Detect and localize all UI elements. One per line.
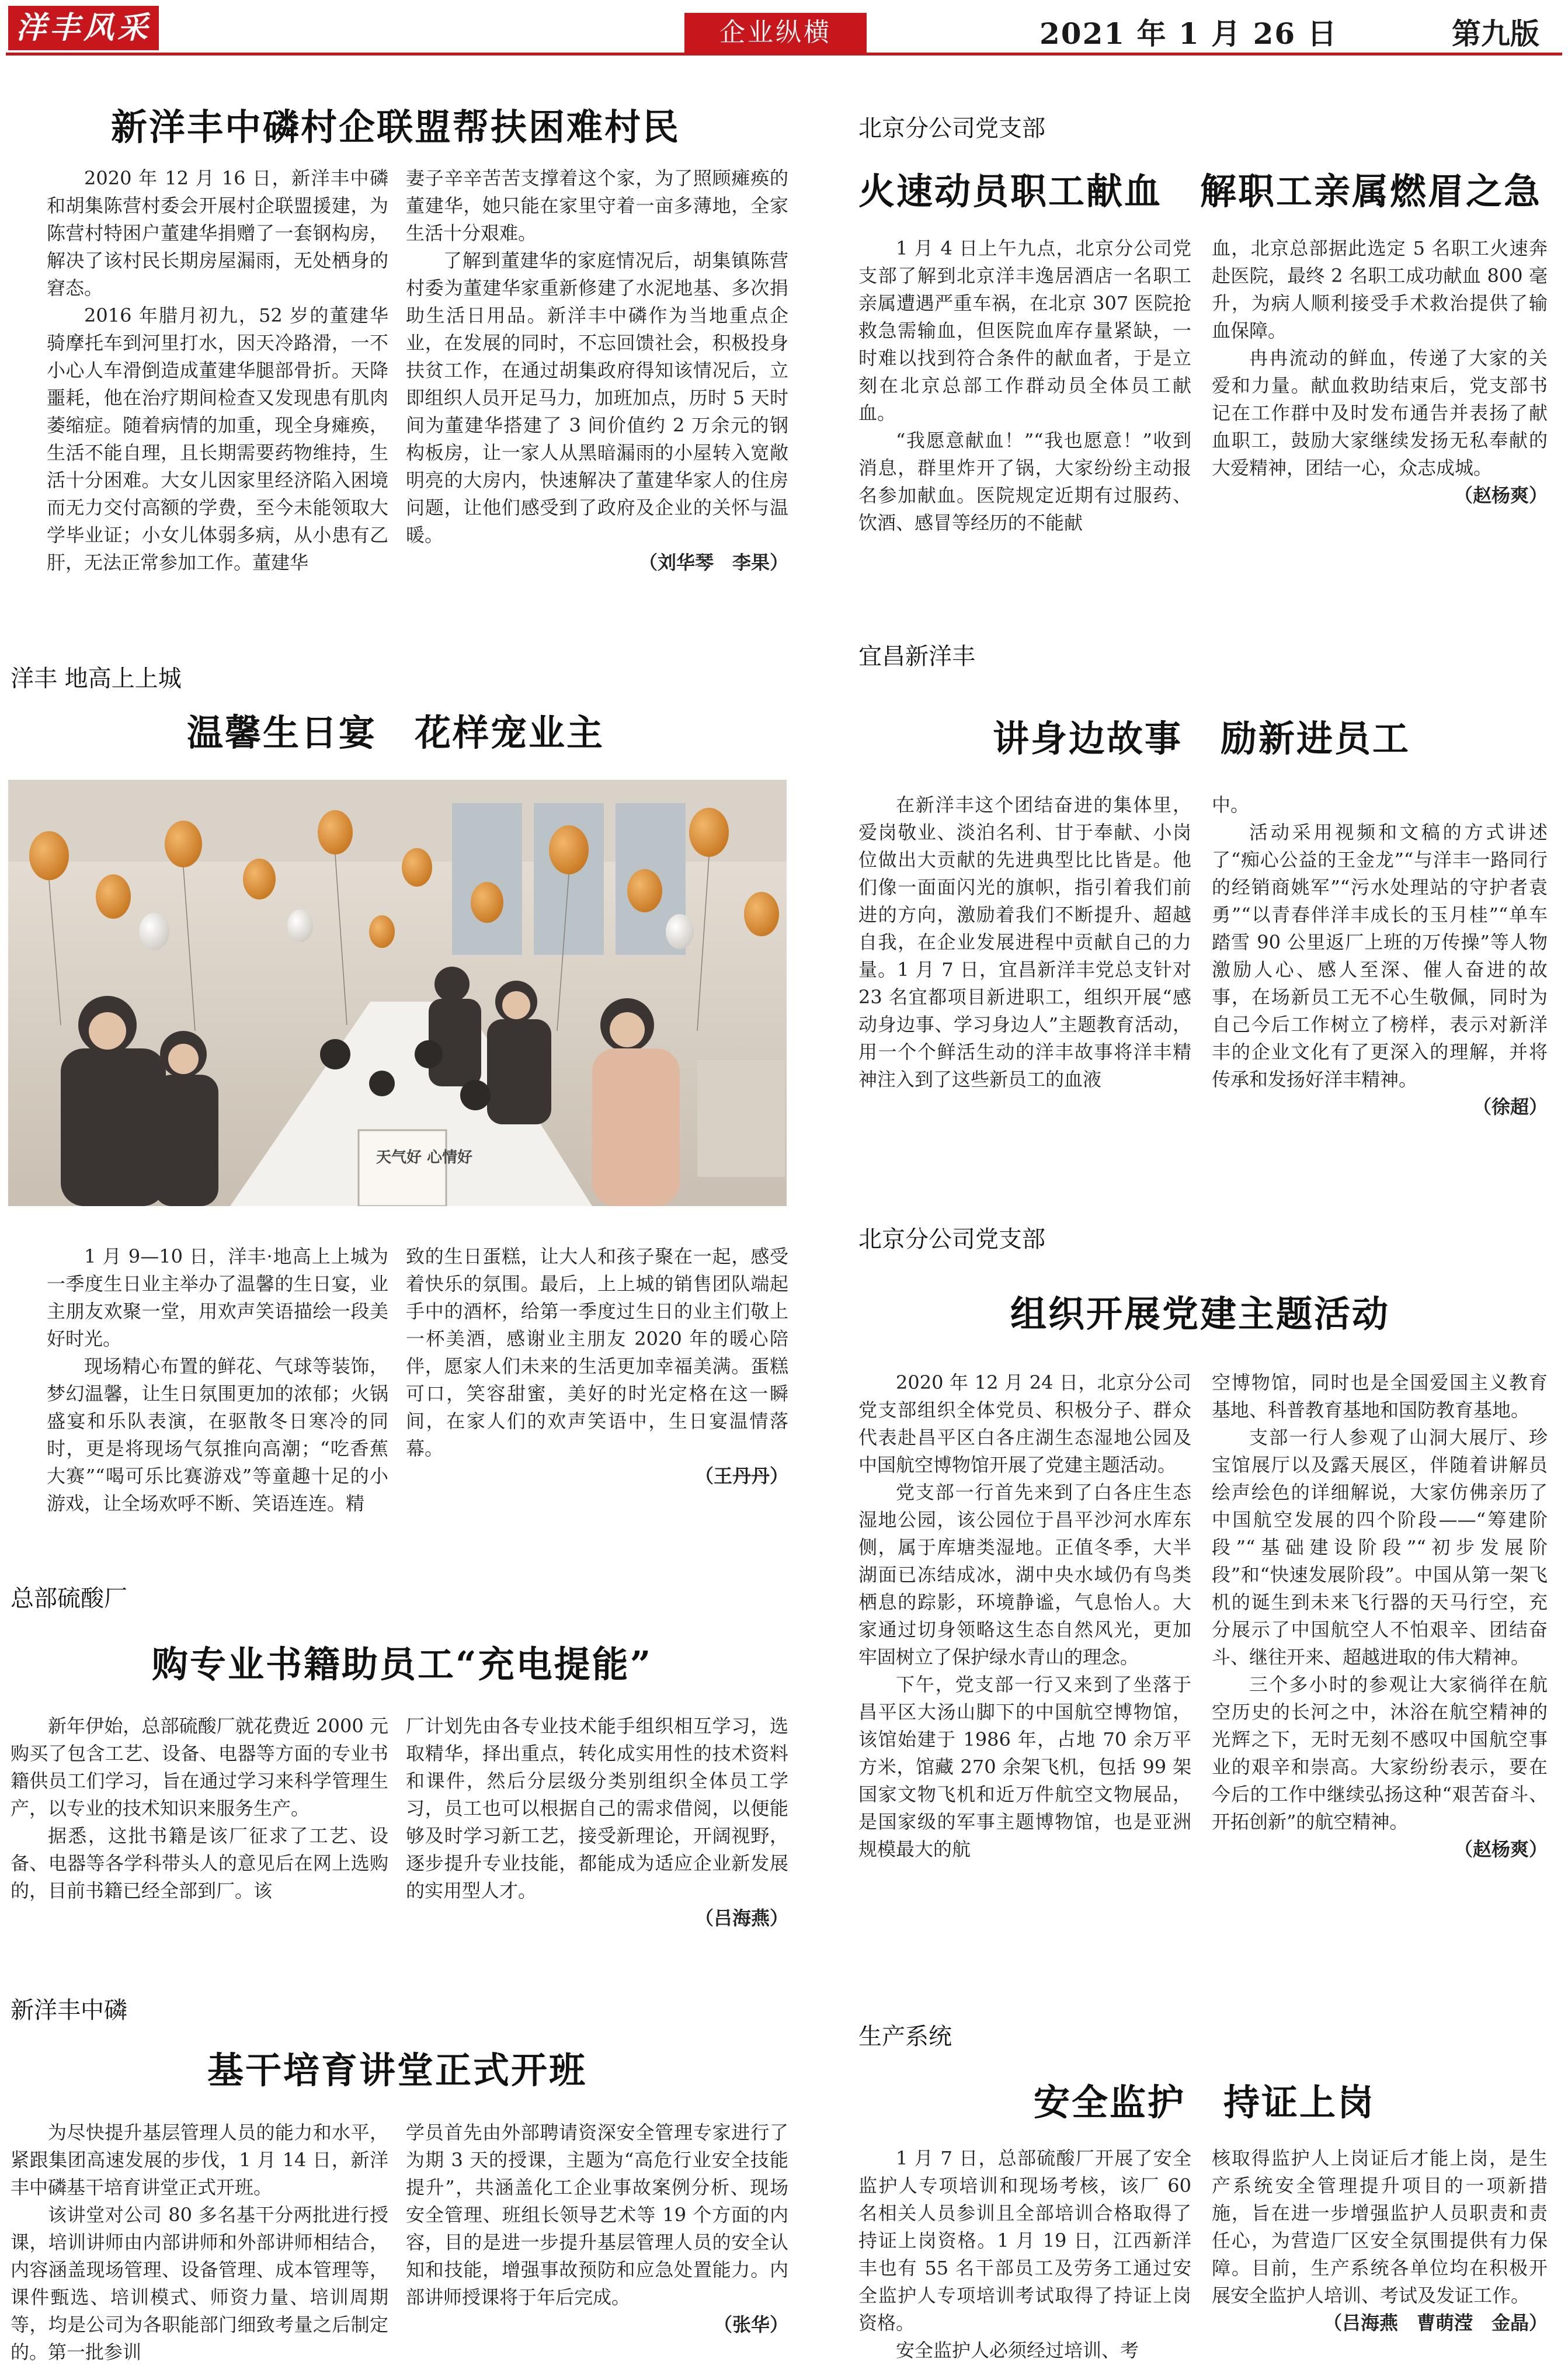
article-4-col-2 [1212,791,1548,1130]
article-2-col-1 [858,235,1191,550]
article-5-byline: （赵杨爽） [1454,1838,1548,1860]
paragraph: 为尽快提升基层管理人员的能力和水平，紧跟集团高速发展的步伐，1 月 14 日，新洋丰中磷基干培育讲堂正式开班。 [11,2121,388,2198]
article-3-col-1 [47,1243,388,1523]
table-sign-text: 天气好 心情好 [376,1149,473,1166]
article-7-col-1 [11,2119,388,2364]
paragraph: 下午，党支部一行又来到了坐落于昌平区大汤山脚下的中国航空博物馆，该馆始建于 1986 年，占地 70 余万平方米，馆藏 270 余架飞机，包括 99 架国家文物飞机和近万件航空文物展品，是国家级的军事主题博物馆，也是亚洲规模最大的航 [858,1673,1191,1860]
article-8-col-2 [1212,2145,1548,2367]
article-8-byline: （吕海燕 曹萌滢 金晶） [1323,2312,1548,2334]
paragraph: 现场精心布置的鲜花、气球等装饰，梦幻温馨，让生日氛围更加的浓郁；火锅盛宴和乐队表演，在驱散冬日寒冷的同时，更是将现场气氛推向高潮；“吃香蕉大赛”“喝可乐比赛游戏”等童趣十足的小游戏，让全场欢呼不断、笑语连连。精 [47,1355,388,1515]
paragraph: 安全监护人必须经过培训、考 [896,2339,1139,2361]
article-3-kicker: 洋丰 地高上上城 [11,665,182,692]
page-number: 第九版 [1452,16,1539,51]
paragraph: 血，北京总部据此选定 5 名职工火速奔赴医院，最终 2 名职工成功献血 800 毫升，为病人顺利接受手术救治提供了输血保障。 [1212,237,1548,342]
article-8-col-1 [858,2145,1191,2364]
paragraph: 学员首先由外部聘请资深安全管理专家进行了为期 3 天的授课，主题为“高危行业安全技能提升”，共涵盖化工企业事故案例分析、现场安全管理、班组长领导艺术等 19 个方面的内容，目的是进一步提升基层管理人员的安全认知和技能，增强事故预防和应急处置能力。内部讲师授课将于年后完成。 [406,2121,788,2308]
masthead-rule [6,53,1562,55]
article-1-col-2 [406,165,788,585]
article-4-headline: 讲身边故事 励新进员工 [993,717,1411,760]
issue-date: 2021 年 1 月 26 日 [1039,16,1338,51]
paragraph: 在新洋丰这个团结奋进的集体里，爱岗敬业、淡泊名利、甘于奉献、小岗位做出大贡献的先进典型比比皆是。他们像一面面闪光的旗帜，指引着我们前进的方向，激励着我们不断提升、超越自我，在企业发展进程中贡献自己的力量。1 月 7 日，宜昌新洋丰党总支针对 23 名宜都项目新进职工，组织开展“感动身边事、学习身边人”主题教育活动，用一个个鲜活生动的洋丰故事将洋丰精神注入到了这些新员工的血液 [858,794,1191,1090]
paragraph: 该讲堂对公司 80 多名基干分两批进行授课，培训讲师由内部讲师和外部讲师相结合，内容涵盖现场管理、设备管理、成本管理等，课件甄选、培训模式、师资力量、培训周期等，均是公司为各职能部门细致考量之后制定的。第一批参训 [11,2204,388,2363]
paragraph: 1 月 9—10 日，洋丰·地高上上城为一季度生日业主举办了温馨的生日宴，业主朋友欢聚一堂，用欢声笑语描绘一段美好时光。 [47,1245,388,1350]
article-2-headline: 火速动员职工献血 解职工亲属燃眉之急 [858,170,1542,213]
article-5-col-1 [858,1369,1191,1918]
article-6-col-1 [11,1713,388,1946]
paragraph: 三个多小时的参观让大家徜徉在航空历史的长河之中，沐浴在航空精神的光辉之下，无时无刻不感叹中国航空事业的艰辛和崇高。大家纷纷表示，要在今后的工作中继续弘扬这种“艰苦奋斗、开拓创新”的航空精神。 [1212,1673,1548,1833]
article-6-headline: 购专业书籍助员工“充电提能” [152,1643,653,1686]
article-5-kicker: 北京分公司党支部 [858,1226,1045,1253]
paragraph: 中。 [1212,794,1250,816]
article-1-headline: 新洋丰中磷村企联盟帮扶困难村民 [111,106,681,148]
paragraph: 活动采用视频和文稿的方式讲述了“痴心公益的王金龙”“与洋丰一路同行的经销商姚军”“污水处理站的守护者袁勇”“以青春伴洋丰成长的玉月桂”“单车踏雪 90 公里返厂上班的万传操”等人物激励人心、感人至深、催人奋进的故事，在场新员工无不心生敬佩，同时为自己今后工作树立了榜样，表示对新洋丰的企业文化有了更深入的理解，并将传承和发扬好洋丰精神。 [1212,821,1548,1090]
article-1-col-1 [47,165,388,574]
article-7-headline: 基干培育讲堂正式开班 [207,2049,587,2092]
article-6-col-2 [406,1713,788,1946]
paragraph: 据悉，这批书籍是该厂征求了工艺、设备、电器等各学科带头人的意见后在网上选购的，目前书籍已经全部到厂。该 [11,1825,388,1902]
paragraph: 1 月 4 日上午九点，北京分公司党支部了解到北京洋丰逸居酒店一名职工亲属遭遇严重车祸，在北京 307 医院抢救急需输血，但医院血库存量紧缺，一时难以找到符合条件的献血者，于是立刻在北京总部工作群动员全体员工献血。 [858,237,1191,424]
paragraph: 核取得监护人上岗证后才能上岗，是生产系统安全管理提升项目的一项新措施，旨在进一步增强监护人员职责和责任心，为营造厂区安全氛围提供有力保障。目前，生产系统各单位均在积极开展安全监护人培训、考试及发证工作。 [1212,2147,1548,2307]
paragraph: 党支部一行首先来到了白各庄生态湿地公园，该公园位于昌平沙河水库东侧，属于库塘类湿地。正值冬季，大半湖面已冻结成冰，湖中央水域仍有鸟类栖息的踪影，环境静谧，气息怡人。大家通过切身领略这生态自然风光，更加牢固树立了保护绿水青山的理念。 [858,1481,1191,1668]
paragraph: 新年伊始，总部硫酸厂就花费近 2000 元购买了包含工艺、设备、电器等方面的专业书籍供员工们学习，旨在通过学习来科学管理生产，以专业的技术知识来服务生产。 [11,1715,388,1819]
article-7-col-2 [406,2119,788,2353]
article-3-headline: 温馨生日宴 花样宠业主 [187,711,605,754]
paragraph: 支部一行人参观了山洞大展厅、珍宝馆展厅以及露天展区，伴随着讲解员绘声绘色的详细解说，大家仿佛亲历了中国航空发展的四个阶段——“筹建阶段”“基础建设阶段”“初步发展阶段”和“快速发展阶段”。中国从第一架飞机的诞生到未来飞行器的天马行空，充分展示了中国航空人不怕艰辛、团结奋斗、继往开来、超越进取的伟大精神。 [1212,1426,1548,1668]
paragraph: 致的生日蛋糕，让大人和孩子聚在一起，感受着快乐的氛围。最后，上上城的销售团队端起手中的酒杯，给第一季度过生日的业主们敬上一杯美酒，感谢业主朋友 2020 年的暖心陪伴，愿家人们未来的生活更加幸福美满。蛋糕可口，笑容甜蜜，美好的时光定格在这一瞬间，在家人们的欢声笑语中，生日宴温情落幕。 [406,1245,788,1460]
article-4-kicker: 宜昌新洋丰 [858,643,975,670]
article-6-kicker: 总部硫酸厂 [11,1585,127,1612]
paragraph: 冉冉流动的鲜血，传递了大家的关爱和力量。献血救助结束后，党支部书记在工作群中及时发布通告并表扬了献血职工，鼓励大家继续发扬无私奉献的大爱精神，团结一心，众志成城。 [1212,347,1548,479]
paragraph: 空博物馆，同时也是全国爱国主义教育基地、科普教育基地和国防教育基地。 [1212,1371,1548,1421]
article-2-kicker: 北京分公司党支部 [858,115,1045,142]
paragraph: “我愿意献血！”“我也愿意！”收到消息，群里炸开了锅，大家纷纷主动报名参加献血。医院规定近期有过服药、饮酒、感冒等经历的不能献 [858,429,1191,534]
paragraph: 厂计划先由各专业技术能手组织相互学习，选取精华，择出重点，转化成实用性的技术资料和课件，然后分层级分类别组织全体员工学习，员工也可以根据自己的需求借阅，以便能够及时学习新工艺，接受新理论，开阔视野，逐步提升专业技能，都能成为适应企业新发展的实用型人才。 [406,1715,788,1902]
article-7-kicker: 新洋丰中磷 [11,1997,127,2024]
paragraph: 妻子辛辛苦苦支撑着这个家，为了照顾瘫痪的董建华，她只能在家里守着一亩多薄地，全家生活十分艰难。 [406,167,788,244]
article-4-byline: （徐超） [1472,1096,1548,1118]
paragraph: 了解到董建华的家庭情况后，胡集镇陈营村委为董建华家重新修建了水泥地基、多次捐助生活日用品。新洋丰中磷作为当地重点企业，在发展的同时，不忘回馈社会，积极投身扶贫工作，在通过胡集政府得知该情况后，立即组织人员开足马力，加班加点，历时 5 天时间为董建华搭建了 3 间价值约 2 万余元的钢构板房，让一家人从黑暗漏雨的小屋转入宽敞明亮的大房内，快速解决了董建华家人的住房问题，让他们感受到了政府及企业的关怀与温暖。 [406,249,788,546]
article-8-kicker: 生产系统 [858,2023,952,2050]
article-1-byline: （刘华琴 李果） [638,551,788,574]
article-2-col-2 [1212,235,1548,539]
article-8-headline: 安全监护 持证上岗 [1034,2081,1376,2124]
paragraph: 2020 年 12 月 16 日，新洋丰中磷和胡集陈营村委会开展村企联盟援建，为陈营村特困户董建华捐赠了一套钢构房，解决了该村民长期房屋漏雨，无处栖身的窘态。 [47,167,388,299]
article-5-col-2 [1212,1369,1548,1918]
newspaper-logo: 洋丰风采 [8,6,159,50]
article-6-byline: （吕海燕） [694,1907,788,1929]
paragraph: 2020 年 12 月 24 日，北京分公司党支部组织全体党员、积极分子、群众代表赴昌平区白各庄湖生态湿地公园及中国航空博物馆开展了党建主题活动。 [858,1371,1191,1476]
paragraph: 1 月 7 日，总部硫酸厂开展了安全监护人专项培训和现场考核，该厂 60 名相关人员参训且全部培训合格取得了持证上岗资格。1 月 19 日，江西新洋丰也有 55 名干部员工及劳务工通过安全监护人专项培训考试取得了持证上岗资格。 [858,2147,1191,2334]
article-3-col-2 [406,1243,788,1523]
article-7-byline: （张华） [713,2314,788,2336]
paragraph: 2016 年腊月初九，52 岁的董建华骑摩托车到河里打水，因天冷路滑，一不小心人车滑倒造成董建华腿部骨折。天降噩耗，他在治疗期间检查又发现患有肌肉萎缩症。随着病情的加重，现全身瘫痪，生活不能自理，且长期需要药物维持，生活十分困难。大女儿因家里经济陷入困境而无力交付高额的学费，至今未能领取大学毕业证；小女儿体弱多病，从小患有乙肝，无法正常参加工作。董建华 [47,304,388,574]
section-label: 企业纵横 [684,13,867,53]
article-2-byline: （赵杨爽） [1454,484,1548,506]
birthday-party-photo [8,780,787,1206]
party-photo-illustration [8,780,787,1206]
article-3-byline: （王丹丹） [694,1465,788,1487]
article-4-col-1 [858,791,1191,1130]
article-5-headline: 组织开展党建主题活动 [1010,1293,1390,1335]
